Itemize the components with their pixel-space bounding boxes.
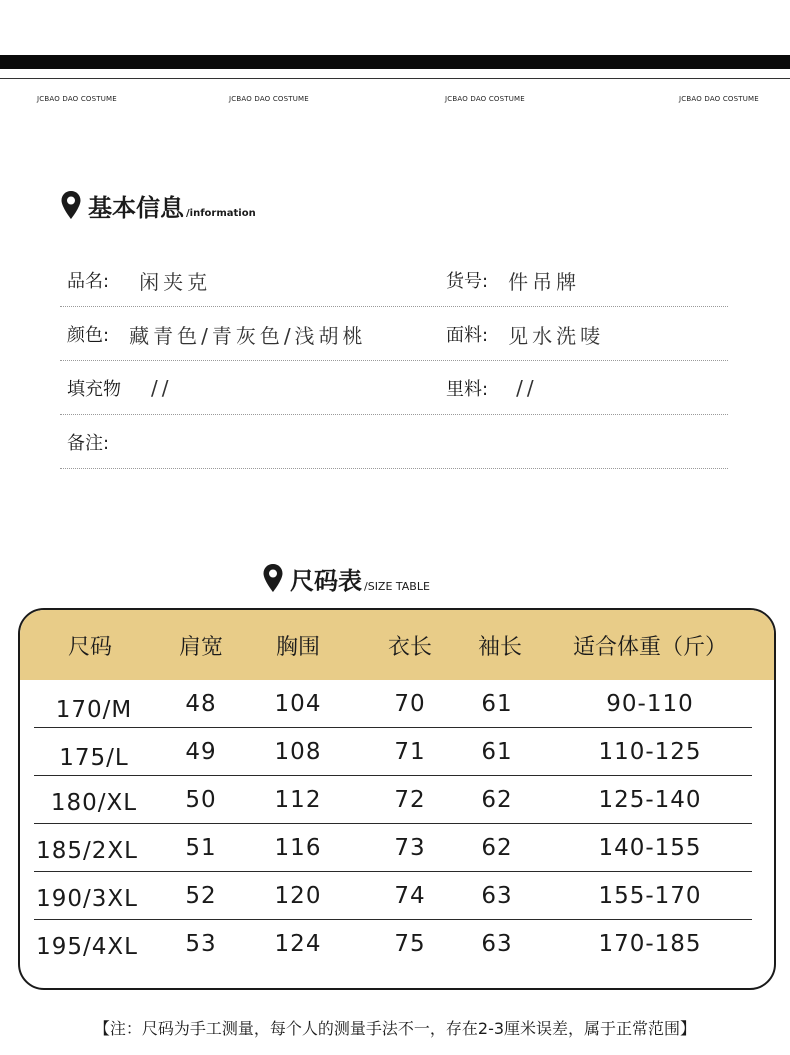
column-header-shoulder: 肩宽 [178, 634, 223, 660]
product-name-value: 闲夹克 [139, 269, 212, 294]
item-number-label: 货号: [446, 271, 489, 292]
brand-label: JCBAO DAO COSTUME [679, 95, 759, 103]
filling-value: // [151, 376, 173, 400]
filling-label: 填充物 [67, 379, 121, 400]
sleeve-cell: 63 [481, 931, 513, 957]
table-row [34, 920, 752, 968]
length-cell: 73 [394, 835, 426, 861]
weight-cell: 125-140 [598, 787, 702, 813]
product-name-label: 品名: [67, 271, 110, 292]
column-header-size: 尺码 [67, 634, 112, 660]
chest-cell: 116 [274, 835, 322, 861]
info-title-en: /information [186, 208, 256, 219]
column-header-sleeve: 袖长 [477, 634, 522, 660]
chest-cell: 112 [274, 787, 322, 813]
column-header-weight: 适合体重（斤） [572, 634, 727, 660]
info-row [60, 361, 728, 415]
info-row [60, 415, 728, 469]
sleeve-cell: 63 [481, 883, 513, 909]
sleeve-cell: 62 [481, 835, 513, 861]
size-table-title-en: /SIZE TABLE [364, 580, 430, 593]
item-number-value: 件吊牌 [508, 269, 581, 294]
location-pin-icon [60, 190, 82, 220]
shoulder-cell: 51 [185, 835, 217, 861]
info-title: 基本信息 [88, 194, 184, 222]
shoulder-cell: 49 [185, 739, 217, 765]
brand-label: JCBAO DAO COSTUME [229, 95, 309, 103]
weight-cell: 140-155 [598, 835, 702, 861]
length-cell: 74 [394, 883, 426, 909]
chest-cell: 108 [274, 739, 322, 765]
size-section-title [262, 563, 430, 593]
shoulder-cell: 48 [185, 691, 217, 717]
column-header-chest: 胸围 [275, 634, 320, 660]
lining-label: 里料: [446, 379, 489, 400]
location-pin-icon [262, 563, 284, 593]
top-divider-line [0, 78, 790, 79]
fabric-value: 见水洗唛 [508, 323, 605, 348]
length-cell: 71 [394, 739, 426, 765]
chest-cell: 120 [274, 883, 322, 909]
weight-cell: 90-110 [606, 691, 694, 717]
brand-label: JCBAO DAO COSTUME [445, 95, 525, 103]
info-row [60, 307, 728, 361]
lining-value: // [516, 376, 538, 400]
size-table-header [20, 610, 774, 680]
table-row [34, 824, 752, 872]
shoulder-cell: 50 [185, 787, 217, 813]
size-cell: 175/L [59, 745, 129, 771]
shoulder-cell: 52 [185, 883, 217, 909]
size-cell: 195/4XL [36, 934, 138, 960]
table-row [34, 776, 752, 824]
size-cell: 180/XL [50, 790, 138, 816]
length-cell: 70 [394, 691, 426, 717]
length-cell: 75 [394, 931, 426, 957]
color-value: 藏青色/青灰色/浅胡桃 [129, 323, 367, 348]
remarks-label: 备注: [67, 433, 110, 454]
table-row [34, 872, 752, 920]
column-header-length: 衣长 [387, 634, 432, 660]
size-cell: 185/2XL [36, 838, 138, 864]
chest-cell: 104 [274, 691, 322, 717]
measurement-note: 【注：尺码为手工测量，每个人的测量手法不一，存在2-3厘米误差，属于正常范围】 [93, 1019, 697, 1038]
brand-label: JCBAO DAO COSTUME [37, 95, 117, 103]
info-section-title [60, 190, 256, 220]
size-table-title: 尺码表 [290, 567, 362, 595]
sleeve-cell: 62 [481, 787, 513, 813]
weight-cell: 170-185 [598, 931, 702, 957]
top-black-bar [0, 55, 790, 69]
size-cell: 190/3XL [36, 886, 138, 912]
sleeve-cell: 61 [481, 691, 513, 717]
weight-cell: 155-170 [598, 883, 702, 909]
chest-cell: 124 [274, 931, 322, 957]
sleeve-cell: 61 [481, 739, 513, 765]
size-cell: 170/M [55, 697, 133, 723]
weight-cell: 110-125 [598, 739, 702, 765]
size-table [18, 608, 776, 990]
fabric-label: 面料: [446, 325, 489, 346]
length-cell: 72 [394, 787, 426, 813]
info-row [60, 253, 728, 307]
color-label: 颜色: [67, 325, 110, 346]
table-row [34, 728, 752, 776]
shoulder-cell: 53 [185, 931, 217, 957]
table-row [34, 680, 752, 728]
